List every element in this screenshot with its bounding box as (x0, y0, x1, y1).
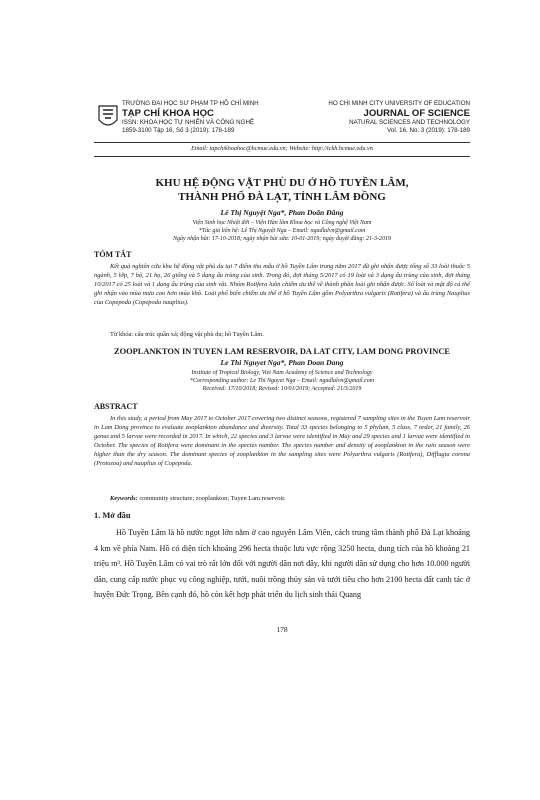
header-rule (94, 142, 470, 143)
header-rule-bottom (94, 156, 470, 157)
issn-number: 1859-3100 (122, 127, 152, 134)
header-issue-en: Vol. 16, No. 3 (2019): 178-189 (387, 127, 470, 134)
corresponding-en: *Corresponding author: Le Thi Nguyet Nga – Email: ngadlalvn@gmail.com (189, 378, 375, 384)
header-issue-vn: 1859-3100 Tập 16, Số 3 (2019): 178-189 (122, 127, 235, 134)
dates-vn: Ngày nhận bài: 17-10-2018; ngày nhận bài sửa: 10-01-2019; ngày duyệt đăng: 21-3-2019 (173, 236, 391, 242)
authors-vn: Lê Thị Nguyệt Nga*, Phan Doãn Đăng (220, 208, 344, 217)
header-series-vn: ISSN: KHOA HỌC TỰ NHIÊN VÀ CÔNG NGHỆ (122, 119, 255, 126)
journal-website: Email: tapchikhoahoc@hcmue.edu.vn; Website: http://tckh.hcmue.edu.vn (191, 145, 373, 152)
section-1-body: Hồ Tuyền Lâm là hồ nước ngọt lớn nằm ở cao nguyên Lâm Viên, cách trung tâm thành phố Đà Lạt khoảng 4 km về phía Nam. Hồ có diện tích khoảng 296 hecta thuộc lưu vực rộng 3250 hecta, dung tích của hồ khoảng 21 triệu m³. Hồ Tuyền Lâm có vai trò rất lớn đối với người dân nơi đây, khi người dân sử dụng cho hơn 10.000 người dân, cung cấp nước phục vụ công nghiệp, tưới, nuôi trồng thủy sản và tưới tiêu cho hơn 2100 hecta đất canh tác ở huyện Đức Trọng. Bên cạnh đó, hồ còn kết hợp phát triển du lịch sinh thái Quang (94, 528, 471, 599)
issn-label: ISSN: (122, 119, 139, 126)
section-1-heading: 1. Mở đầu (94, 511, 131, 520)
header-journal-vn: TẠP CHÍ KHOA HỌC (122, 108, 214, 119)
header-university-vn: TRƯỜNG ĐẠI HỌC SƯ PHẠM TP HỒ CHÍ MINH (122, 100, 259, 107)
keywords-vn: Từ khóa: cấu trúc quần xã; động vật phù du; hồ Tuyền Lâm. (110, 331, 264, 338)
corresponding-vn: *Tác giả liên hệ: Lê Thị Nguyệt Nga – Email: ngadlalvn@gmail.com (198, 228, 366, 234)
abstract-heading-en: ABSTRACT (94, 402, 138, 411)
header-series-en: NATURAL SCIENCES AND TECHNOLOGY (349, 119, 470, 126)
abstract-en: In this study, a period from May 2017 to October 2017 covering two distinct seasons, registered 7 sampling sites in the Tuyen Lam reservoir in Lam Dong province to evaluate zooplankton abundance and diversity. Total 33 species belonging to 5 phylum, 5 class, 7 order, 21 family, 26 genus and 5 larvae were recorded in 2017. In which, 22 species and 3 larvae were identified in May and 29 species and 1 larvae were identified in October. The species of Rotifera were dominant in the species number. The species number and density of zooplankton in the rain season were higher than the dry season. The dominant species of zooplankton in the sampling sites were Polyarthra vulgaris (Rotifera), Difflugia corona (Protozoa) and nauplius of Copepoda. (94, 415, 470, 467)
header-right (318, 100, 470, 135)
header-university-en: HO CHI MINH CITY UNIVERSITY OF EDUCATION (328, 100, 470, 107)
page-number: 178 (276, 625, 288, 634)
keywords-en: Keywords: community structure; zooplankton; Tuyen Lam reservoir. (110, 495, 286, 502)
header-left (94, 100, 304, 135)
affiliation-vn: Viện Sinh học Nhiệt đới – Viện Hàn lâm Khoa học và Công nghệ Việt Nam (192, 220, 372, 226)
authors-en: Le Thi Nguyet Nga*, Phan Doan Dang (220, 358, 344, 367)
abstract-heading-vn: TÓM TẮT (94, 250, 132, 259)
header-journal-en: JOURNAL OF SCIENCE (363, 108, 470, 119)
article-title-vn: KHU HỆ ĐỘNG VẬT PHÙ DU Ở HỒ TUYỀN LÂM, THÀNH PHỐ ĐÀ LẠT, TỈNH LÂM ĐỒNG (155, 177, 409, 203)
affiliation-en: Institute of Tropical Biology, Viet Nam Academy of Science and Technology (191, 370, 373, 376)
dates-en: Received: 17/10/2018; Revised: 10/01/2019; Accepted: 21/3/2019 (202, 386, 362, 392)
abstract-vn: Kết quả nghiên cứu khu hệ động vật phù du tại 7 điểm thu mẫu ở hồ Tuyền Lâm trong năm 2017 đã ghi nhận được tổng số 33 loài thuộc 5 ngành, 5 lớp, 7 bộ, 21 họ, 26 giống và 5 dạng ấu trùng của sinh. Trong đó, đợt tháng 5/2017 có 19 loài và 3 dạng ấu trùng của sinh, đợt tháng 10/2017 có 25 loài và 1 dạng ấu trùng của sinh vật. Nhóm Rotifera luôn chiếm ưu thế về thành phần loài ghi nhận được. Số loài và mật độ cá thể ghi nhận vào mùa mưa cao hơn mùa khô. Loài phổ biến chiếm ưu thế ở hồ Tuyền Lâm gồm Polyarthra vulgaris (Rotifera) và ấu trùng Nauplius của Copepoda (Copepoda nauplius). (94, 263, 471, 306)
article-title-en: ZOOPLANKTON IN TUYEN LAM RESERVOIR, DA LAT CITY, LAM DONG PROVINCE (114, 347, 450, 356)
